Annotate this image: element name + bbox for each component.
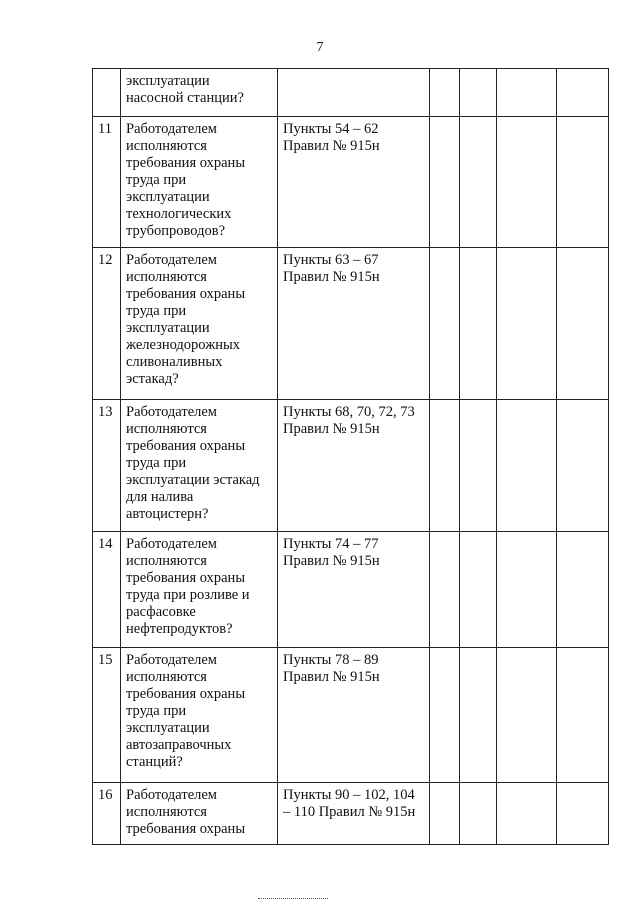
row-number: 12 xyxy=(93,248,121,400)
answer-yes-cell[interactable] xyxy=(430,783,460,845)
reference-cell: Пункты 63 – 67 Правил № 915н xyxy=(278,248,430,400)
not-applicable-cell[interactable] xyxy=(497,117,557,248)
scan-edge-marks xyxy=(258,898,328,901)
table-row xyxy=(93,117,609,248)
table-row xyxy=(93,783,609,845)
answer-no-cell[interactable] xyxy=(460,248,497,400)
reference-cell: Пункты 90 – 102, 104 – 110 Правил № 915н xyxy=(278,783,430,845)
answer-yes-cell[interactable] xyxy=(430,248,460,400)
question-cell: Работодателем исполняются требования охраны труда при эксплуатации автозаправочных станций? xyxy=(121,648,278,783)
note-cell[interactable] xyxy=(557,248,609,400)
answer-no-cell[interactable] xyxy=(460,783,497,845)
not-applicable-cell[interactable] xyxy=(497,783,557,845)
row-number: 16 xyxy=(93,783,121,845)
page-number: 7 xyxy=(316,40,324,55)
reference-cell xyxy=(278,69,430,117)
table-row xyxy=(93,400,609,532)
answer-yes-cell[interactable] xyxy=(430,117,460,248)
question-cell: эксплуатации насосной станции? xyxy=(121,69,278,117)
answer-no-cell[interactable] xyxy=(460,648,497,783)
question-cell: Работодателем исполняются требования охраны xyxy=(121,783,278,845)
answer-yes-cell[interactable] xyxy=(430,69,460,117)
row-number xyxy=(93,69,121,117)
note-cell[interactable] xyxy=(557,648,609,783)
question-cell: Работодателем исполняются требования охраны труда при розливе и расфасовке нефтепродуктов? xyxy=(121,532,278,648)
answer-no-cell[interactable] xyxy=(460,400,497,532)
checklist-table xyxy=(92,68,609,845)
row-number: 14 xyxy=(93,532,121,648)
table-row xyxy=(93,648,609,783)
not-applicable-cell[interactable] xyxy=(497,648,557,783)
question-cell: Работодателем исполняются требования охраны труда при эксплуатации железнодорожных сливоналивных эстакад? xyxy=(121,248,278,400)
answer-no-cell[interactable] xyxy=(460,117,497,248)
row-number: 15 xyxy=(93,648,121,783)
reference-cell: Пункты 74 – 77 Правил № 915н xyxy=(278,532,430,648)
reference-cell: Пункты 54 – 62 Правил № 915н xyxy=(278,117,430,248)
not-applicable-cell[interactable] xyxy=(497,532,557,648)
not-applicable-cell[interactable] xyxy=(497,69,557,117)
reference-cell: Пункты 78 – 89 Правил № 915н xyxy=(278,648,430,783)
note-cell[interactable] xyxy=(557,117,609,248)
reference-cell: Пункты 68, 70, 72, 73 Правил № 915н xyxy=(278,400,430,532)
table-row xyxy=(93,69,609,117)
note-cell[interactable] xyxy=(557,783,609,845)
answer-no-cell[interactable] xyxy=(460,532,497,648)
table-row xyxy=(93,532,609,648)
not-applicable-cell[interactable] xyxy=(497,248,557,400)
not-applicable-cell[interactable] xyxy=(497,400,557,532)
row-number: 11 xyxy=(93,117,121,248)
answer-yes-cell[interactable] xyxy=(430,648,460,783)
question-cell: Работодателем исполняются требования охраны труда при эксплуатации эстакад для налива автоцистерн? xyxy=(121,400,278,532)
note-cell[interactable] xyxy=(557,400,609,532)
answer-no-cell[interactable] xyxy=(460,69,497,117)
question-cell: Работодателем исполняются требования охраны труда при эксплуатации технологических трубопроводов? xyxy=(121,117,278,248)
note-cell[interactable] xyxy=(557,532,609,648)
table-row xyxy=(93,248,609,400)
answer-yes-cell[interactable] xyxy=(430,400,460,532)
row-number: 13 xyxy=(93,400,121,532)
note-cell[interactable] xyxy=(557,69,609,117)
answer-yes-cell[interactable] xyxy=(430,532,460,648)
